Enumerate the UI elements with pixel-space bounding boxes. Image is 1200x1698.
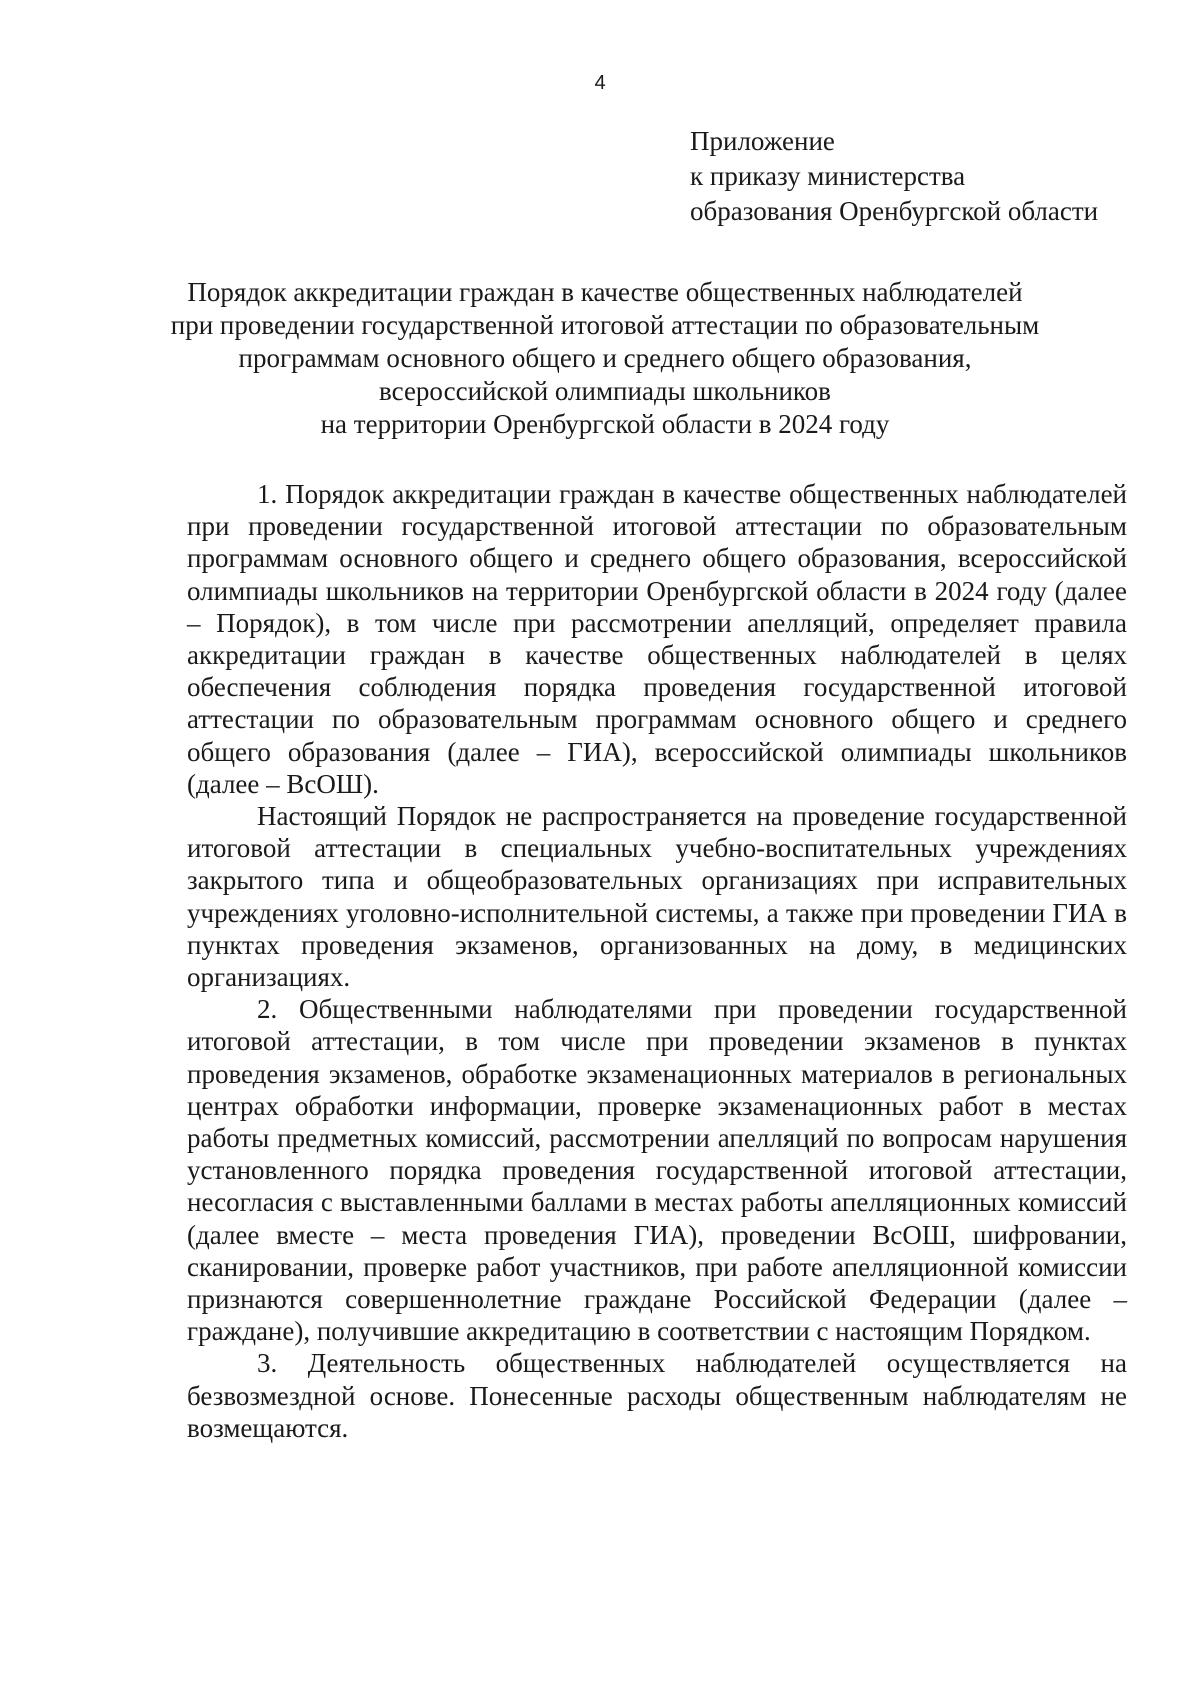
title-line-3: программам основного общего и среднего общего образования, <box>238 343 972 373</box>
document-title <box>150 276 1060 441</box>
appendix-block <box>690 124 1098 229</box>
page-number: 4 <box>594 72 606 94</box>
title-line-5: на территории Оренбургской области в 2024 году <box>320 409 890 439</box>
appendix-line-2: к приказу министерства <box>690 161 966 191</box>
paragraph-3: 2. Общественными наблюдателями при проведении государственной итоговой аттестации, в том числе при проведении экзаменов в пунктах проведения экзаменов, обработке экзаменационных материалов в региональных центрах обработки информации, проверке экзаменационных работ в местах работы предметных комиссий, рассмотрении апелляций по вопросам нарушения установленного порядка проведения государственной итоговой аттестации, несогласия с выставленными баллами в местах работы апелляционных комиссий (далее вместе – места проведения ГИА), проведении ВсОШ, шифровании, сканировании, проверке работ участников, при работе апелляционной комиссии признаются совершеннолетние граждане Российской Федерации (далее – граждане), получившие аккредитацию в соответствии с настоящим Порядком. <box>187 994 1127 1347</box>
appendix-line-3: образования Оренбургской области <box>690 196 1099 226</box>
paragraph-4: 3. Деятельность общественных наблюдателей осуществляется на безвозмездной основе. Понесенные расходы общественным наблюдателям не возмещаются. <box>187 1348 1127 1443</box>
appendix-line-1: Приложение <box>690 126 835 156</box>
title-line-4: всероссийской олимпиады школьников <box>379 376 831 406</box>
title-line-1: Порядок аккредитации граждан в качестве общественных наблюдателей <box>187 277 1023 307</box>
paragraph-1: 1. Порядок аккредитации граждан в качестве общественных наблюдателей при проведении государственной итоговой аттестации по образовательным программам основного общего и среднего общего образования, всероссийской олимпиады школьников на территории Оренбургской области в 2024 году (далее – Порядок), в том числе при рассмотрении апелляций, определяет правила аккредитации граждан в качестве общественных наблюдателей в целях обеспечения соблюдения порядка проведения государственной итоговой аттестации по образовательным программам основного общего и среднего общего образования (далее – ГИА), всероссийской олимпиады школьников (далее – ВсОШ). <box>187 479 1127 799</box>
document-body <box>187 478 1127 1444</box>
title-line-2: при проведении государственной итоговой аттестации по образовательным <box>170 310 1040 340</box>
paragraph-2: Настоящий Порядок не распространяется на проведение государственной итоговой аттестации в специальных учебно-воспитательных учреждениях закрытого типа и общеобразовательных организациях при исправительных учреждениях уголовно-исполнительной системы, а также при проведении ГИА в пунктах проведения экзаменов, организованных на дому, в медицинских организациях. <box>187 801 1127 993</box>
